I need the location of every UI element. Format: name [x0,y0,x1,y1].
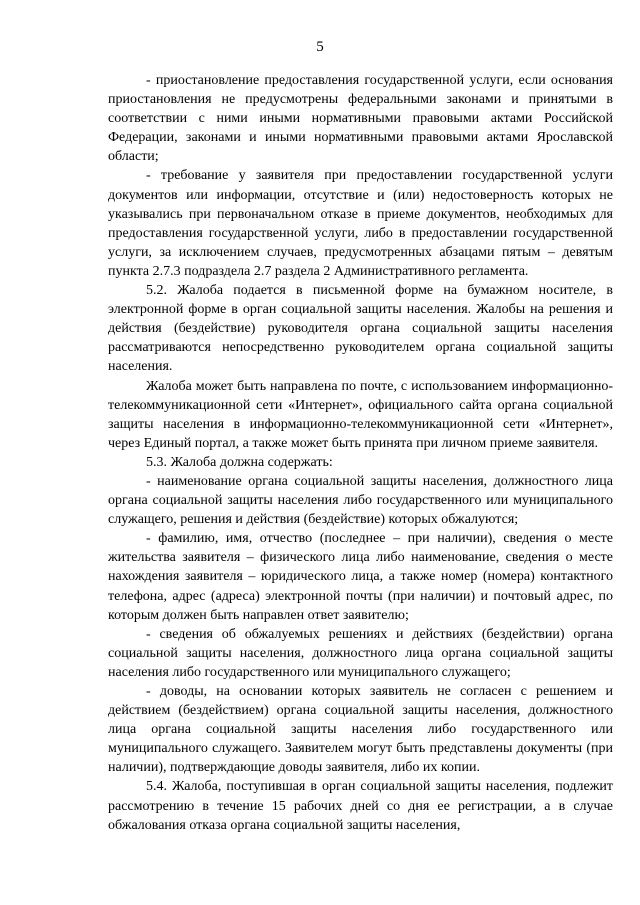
document-body [108,71,613,835]
paragraph-arguments: - доводы, на основании которых заявитель не согласен с решением и действием (бездействием) органа социальной защиты населения, должностного лица органа социальной защиты населения либо государственного или муниципального служащего. Заявителем могут быть представлены документы (при наличии), подтверждающие доводы заявителя, либо их копии. [108,684,613,776]
paragraph-appealed-decisions: - сведения об обжалуемых решениях и действиях (бездействии) органа социальной защиты населения, должностного лица органа социальной защиты населения либо государственного или муниципального служащего; [108,626,613,680]
paragraph-complaint-channels: Жалоба может быть направлена по почте, с использованием информационно-телекоммуникационной сети «Интернет», официального сайта органа социальной защиты населения в информационно-телекоммуникационной сети «Интернет», через Единый портал, а также может быть принята при личном приеме заявителя. [108,378,613,451]
paragraph-suspension: - приостановление предоставления государственной услуги, если основания приостановления не предусмотрены федеральными законами и принятыми в соответствии с ними иными нормативными правовыми актами Российской Федерации, законами и иными нормативными правовыми актами Ярославской области; [108,73,613,165]
paragraph-authority-name: - наименование органа социальной защиты населения, должностного лица органа социальной защиты населения либо государственного или муниципального служащего, решения и действия (бездействие) которых обжалуются; [108,473,613,528]
paragraph-applicant-details: - фамилию, имя, отчество (последнее – при наличии), сведения о месте жительства заявителя – физического лица либо наименование, сведения о месте нахождения заявителя – юридического лица, а также номер (номера) контактного телефона, адрес (адреса) электронной почты (при наличии) и почтовый адрес, по которым должен быть направлен ответ заявителю; [108,531,613,623]
page-number: 5 [316,39,324,55]
paragraph-5-3-complaint-contents: 5.3. Жалоба должна содержать: [146,454,333,470]
paragraph-5-2-complaint-form: 5.2. Жалоба подается в письменной форме на бумажном носителе, в электронной форме в орган социальной защиты населения. Жалобы на решения и действия (бездействие) руководителя органа социальной защиты населения рассматриваются непосредственно руководителем органа социальной защиты населения. [108,283,613,375]
paragraph-document-requirement: - требование у заявителя при предоставлении государственной услуги документов или информации, отсутствие и (или) недостоверность которых не указывались при первоначальном отказе в приеме документов, необходимых для предоставления государственной услуги, либо в предоставлении государственной услуги, за исключением случаев, предусмотренных абзацами пятым – девятым пункта 2.7.3 подраздела 2.7 раздела 2 Административного регламента. [108,168,613,279]
paragraph-5-4-review-period: 5.4. Жалоба, поступившая в орган социальной защиты населения, подлежит рассмотрению в течение 15 рабочих дней со дня ее регистрации, а в случае обжалования отказа органа социальной защиты населения, [108,779,613,833]
